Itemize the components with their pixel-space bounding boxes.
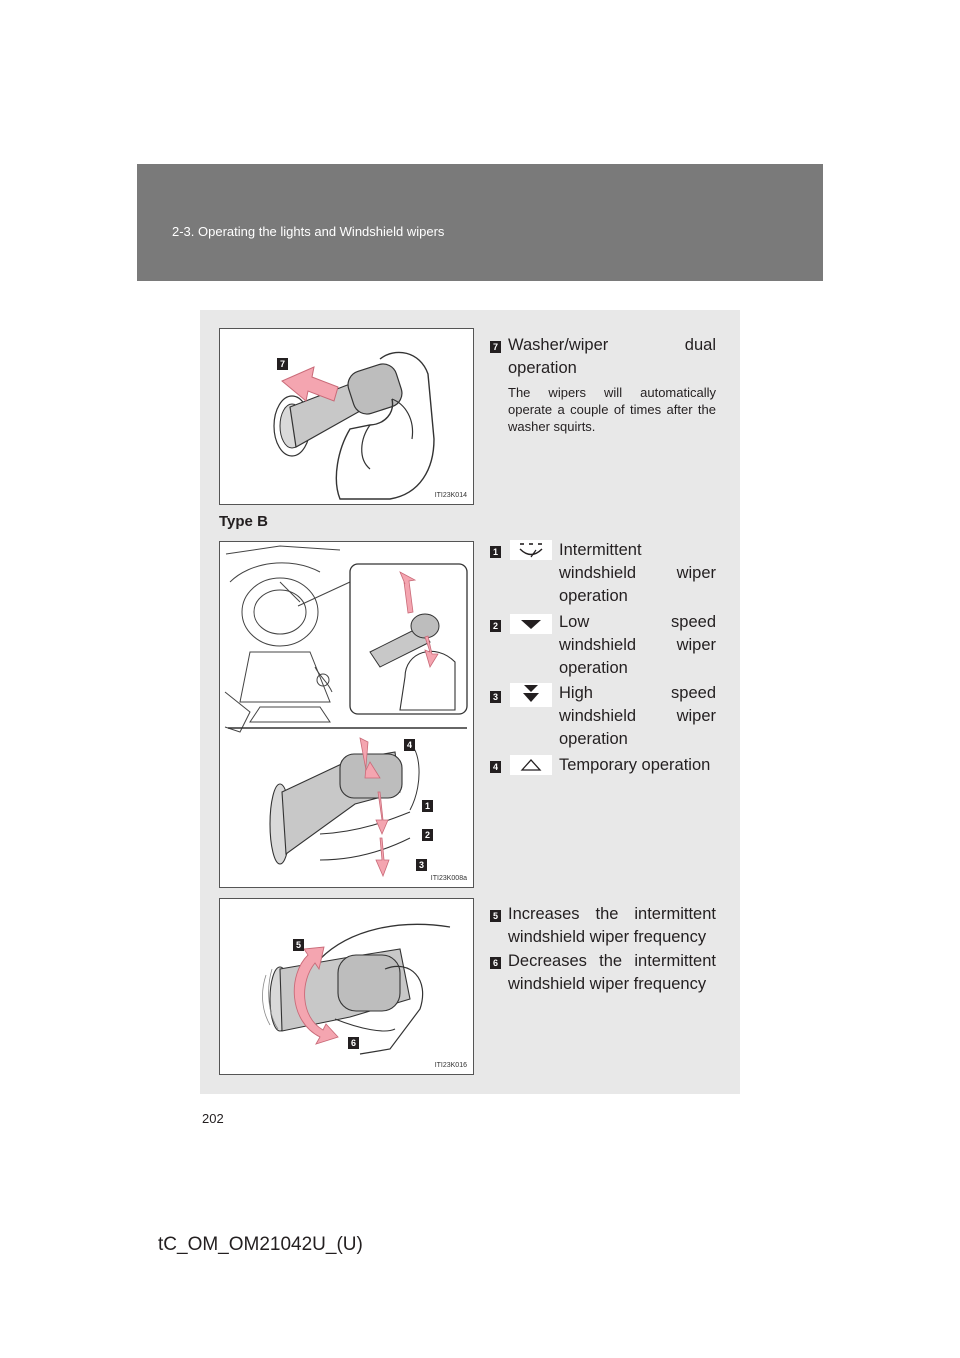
figure-code: ITI23K008a: [430, 875, 467, 882]
section-header: [137, 164, 823, 281]
callout-badge-6: 6: [348, 1037, 359, 1049]
wiper-lever-illustration: [220, 329, 474, 505]
item-badge-4: 4: [490, 761, 501, 773]
high-speed-wiper-icon: [510, 683, 552, 707]
section-title: 2-3. Operating the lights and Windshield wipers: [172, 224, 445, 239]
frequency-ring-illustration: [220, 899, 474, 1075]
callout-badge-3: 3: [416, 859, 427, 871]
figure-frequency: [219, 898, 474, 1075]
item-1-text: Intermittent windshield wiper operation: [559, 541, 716, 605]
item-badge-6: 6: [490, 957, 501, 969]
figure-code: ITI23K016: [434, 1062, 467, 1069]
callout-badge-1: 1: [422, 800, 433, 812]
figure-type-b: [219, 541, 474, 888]
item-6-text: Decreases the intermittent windshield wiper frequency: [508, 952, 716, 993]
item-badge-1: 1: [490, 546, 501, 558]
low-speed-wiper-icon: [510, 614, 552, 634]
item-4-text: Temporary operation: [559, 756, 711, 774]
callout-badge-5: 5: [293, 939, 304, 951]
page-number: 202: [202, 1111, 224, 1126]
type-b-illustration: [220, 542, 474, 888]
callout-badge-2: 2: [422, 829, 433, 841]
item-badge-2: 2: [490, 620, 501, 632]
item-badge-3: 3: [490, 691, 501, 703]
intermittent-wiper-icon: [510, 540, 552, 560]
callout-badge-7: 7: [277, 358, 288, 370]
item-2-text: Low speed windshield wiper operation: [559, 613, 716, 677]
item-badge-7: 7: [490, 341, 501, 353]
item-7-title: Washer/wiper dual operation: [508, 336, 716, 377]
item-3-text: High speed windshield wiper operation: [559, 684, 716, 748]
figure-washer-dual: [219, 328, 474, 505]
item-badge-5: 5: [490, 910, 501, 922]
type-b-heading: Type B: [219, 513, 268, 530]
document-code: tC_OM_OM21042U_(U): [158, 1234, 363, 1255]
item-7-note: The wipers will automatically operate a couple of times after the washer squirts.: [508, 385, 716, 434]
item-5-text: Increases the intermittent windshield wiper frequency: [508, 905, 716, 946]
figure-code: ITI23K014: [434, 492, 467, 499]
callout-badge-4: 4: [404, 739, 415, 751]
temporary-operation-icon: [510, 755, 552, 775]
